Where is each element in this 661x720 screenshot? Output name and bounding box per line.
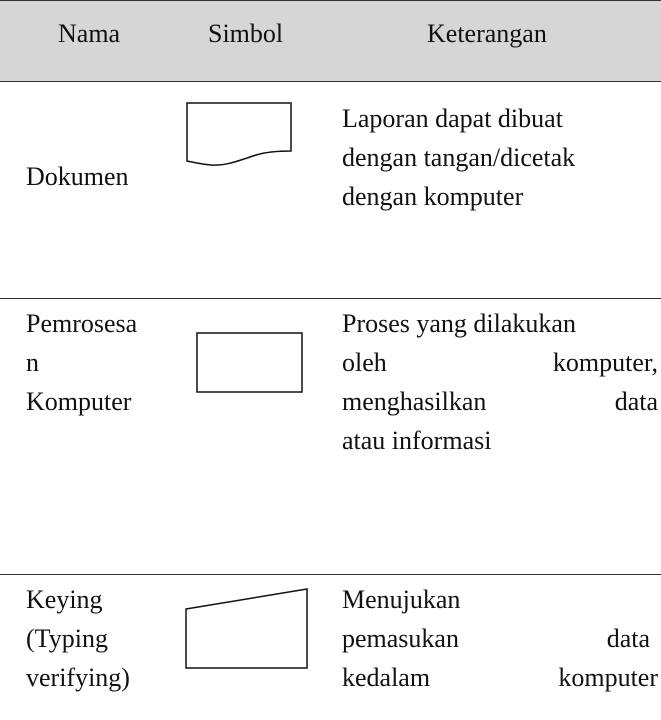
row-desc-line: pemasukan data [342,624,650,653]
row-desc-line: Menujukan [342,585,461,614]
row-desc-line: Proses yang dilakukan [342,309,576,338]
row-desc-line: Laporan dapat dibuat [342,104,563,133]
row-desc-line: dengan komputer [342,182,524,211]
row-name-line: Pemrosesa [26,309,138,338]
row-name-line: Dokumen [26,162,129,191]
row-name-line: verifying) [26,663,130,692]
document-symbol-icon [186,102,294,168]
row-name-line: n [26,348,39,377]
manual-input-symbol-icon [185,588,310,670]
row-desc-line: dengan tangan/dicetak [342,143,576,172]
process-symbol-icon [196,332,304,394]
row-desc-line: oleh komputer, [342,348,658,377]
row-divider [0,298,661,299]
row-name-line: Komputer [26,387,132,416]
header-simbol: Simbol [208,19,284,48]
header-nama: Nama [58,19,121,48]
row-desc-line: kedalam komputer [342,663,658,692]
row-desc-line: menghasilkan data [342,387,658,416]
row-divider [0,574,661,575]
row-name-line: (Typing [26,624,108,653]
row-name-line: Keying [26,585,103,614]
header-keterangan: Keterangan [427,19,547,48]
table-header [0,0,661,82]
row-desc-line: atau informasi [342,426,492,455]
